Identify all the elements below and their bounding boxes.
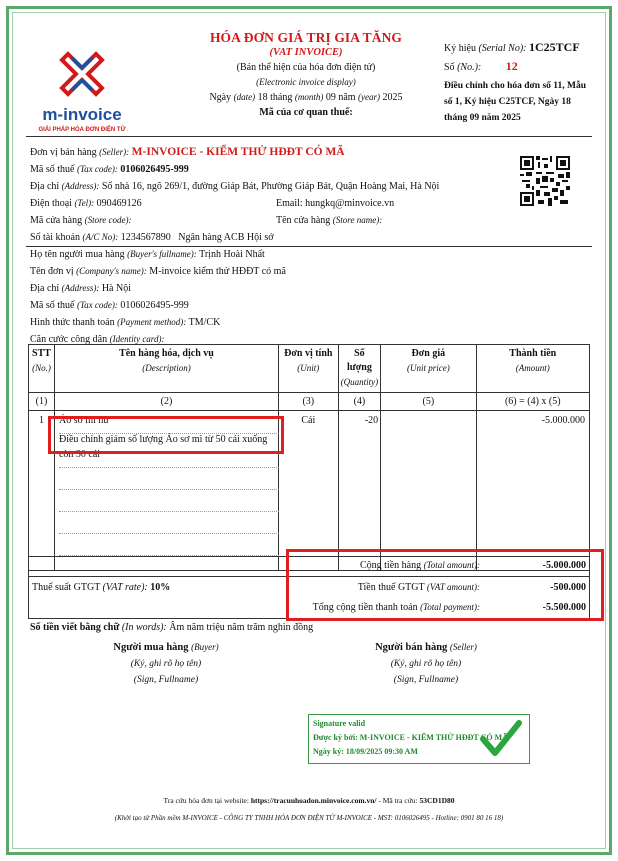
buyer-section [30, 246, 590, 348]
seller-name: M-INVOICE - KIỂM THỬ HĐĐT CÓ MÃ [131, 146, 345, 158]
invoice-no-row: Số (No.): 12 [444, 59, 518, 73]
buyer-company-row: Tên đơn vị (Company's name): M-invoice kiểm thử HĐĐT có mã [30, 266, 286, 277]
note-highlight-box [48, 416, 284, 454]
buyer-payment-row: Hình thức thanh toán (Payment method): TM/CK [30, 317, 221, 328]
lookup-url[interactable]: https://tracuuhoadon.minvoice.com.vn/ [250, 796, 377, 805]
header-description: Tên hàng hóa, dịch vụ (Description) [54, 345, 278, 393]
serial-value: 1C25TCF [529, 40, 580, 54]
seller-email: Email: hungkq@minvoice.vn [276, 198, 395, 209]
total-payment-value: -5.500.000 [542, 602, 586, 613]
buyer-id-row: Căn cước công dân (Identity card): [30, 334, 165, 345]
vat-rate: Thuế suất GTGT (VAT rate): 10% [32, 582, 171, 593]
seller-address-row: Địa chỉ (Address): Số nhà 16, ngõ 269/1, đường Giáp Bát, Phường Giáp Bát, Quận Hoàng Mai, Hà Nội [30, 181, 440, 192]
invoice-title-block [166, 30, 446, 118]
amount-in-words: Số tiền viết bằng chữ (In words): Âm năm triệu năm trăm nghìn đồng [30, 622, 314, 633]
buyer-address-row: Địa chỉ (Address): Hà Nội [30, 283, 131, 294]
header-unit-price: Đơn giá (Unit price) [381, 345, 476, 393]
lookup-footer: Tra cứu hóa đơn tại website: https://tracuuhoadon.minvoice.com.vn/ - Mã tra cứu: 53CD1D80 [163, 796, 455, 805]
item-note: Điều chỉnh giảm số lượng Áo sơ mi từ 50 cái xuống còn 30 cái [58, 434, 268, 460]
adjust-note: Điều chỉnh cho hóa đơn số 11, Mẫu số 1, Ký hiệu C25TCF, Ngày 18 tháng 09 năm 2025 [444, 81, 586, 123]
invoice-no-value: 12 [505, 59, 518, 73]
software-footer: (Khởi tạo từ Phần mềm M-INVOICE - CÔNG TY TNHH HÓA ĐƠN ĐIỆN TỬ M-INVOICE - MST: 0106026495 - Hotline: 0901 80 16 18) [114, 814, 504, 822]
minvoice-logo [32, 40, 132, 140]
items-table [28, 344, 590, 571]
svg-text:GIẢI PHÁP HÓA ĐƠN ĐIỆN TỬ: GIẢI PHÁP HÓA ĐƠN ĐIỆN TỬ [38, 127, 126, 133]
seller-tax-row: Mã số thuế (Tax code): 0106026495-999 [30, 164, 189, 175]
item-description: Áo sơ mi nữ [58, 415, 109, 426]
table-header-row [29, 345, 590, 393]
display-note-en: (Electronic invoice display) [256, 77, 356, 87]
serial-block [444, 40, 594, 126]
header-quantity: Số lượng (Quantity) [338, 345, 381, 393]
svg-text:m-invoice: m-invoice [42, 105, 122, 124]
digital-signature-box [308, 714, 530, 764]
buyer-fullname-row: Họ tên người mua hàng (Buyer's fullname): Trịnh Hoài Nhất [30, 249, 265, 260]
divider [26, 136, 592, 137]
seller-section [30, 144, 590, 246]
header-unit: Đơn vị tính (Unit) [278, 345, 338, 393]
buyer-tax-row: Mã số thuế (Tax code): 0106026495-999 [30, 300, 189, 311]
signature-valid: Signature valid [313, 719, 366, 728]
signature-date: Ngày ký: 18/09/2025 09:30 AM [313, 747, 418, 756]
check-mark-icon [479, 719, 523, 759]
vat-amount-label: Tiền thuế GTGT (VAT amount): [357, 582, 480, 593]
total-payment-label: Tổng cộng tiền thanh toán (Total payment): [312, 602, 480, 613]
display-note: (Bản thể hiện của hóa đơn điện tử) [236, 62, 376, 73]
column-number-row: (1) (2) (3) (4) (5) (6) = (4) x (5) [29, 393, 590, 411]
header-amount: Thành tiền (Amount) [476, 345, 589, 393]
vat-amount-value: -500.000 [550, 582, 586, 593]
qr-code [520, 156, 570, 206]
invoice-title: HÓA ĐƠN GIÁ TRỊ GIA TĂNG [209, 30, 403, 45]
invoice-subtitle: (VAT INVOICE) [269, 47, 343, 58]
total-amount-label: Cộng tiền hàng (Total amount): [359, 560, 480, 571]
header-stt: STT (No.) [29, 345, 55, 393]
invoice-date: Ngày (date) 18 tháng (month) 09 năm (year) 2025 [209, 92, 403, 103]
total-amount-value: -5.000.000 [542, 560, 586, 571]
buyer-signature: Người mua hàng (Buyer) (Ký, ghi rõ họ tên) (Sign, Fullname) [113, 642, 219, 685]
seller-signature: Người bán hàng (Seller) (Ký, ghi rõ họ tên) (Sign, Fullname) [375, 642, 477, 685]
table-row: 1 Áo sơ mi nữ Điều chỉnh giảm số lượng Áo sơ mi từ 50 cái xuống còn 30 cái Cái -20 -5.000.000 [29, 411, 590, 571]
seller-contact-row: Điện thoại (Tel): 090469126 Email: hungkq@minvoice.vn [30, 195, 590, 212]
totals-highlight-box [286, 549, 604, 621]
tax-authority-code: Mã của cơ quan thuế: [259, 107, 353, 118]
signature-signer: Được ký bởi: M-INVOICE - KIỂM THỬ HĐĐT CÓ MÃ [313, 733, 508, 742]
seller-store-row: Mã cửa hàng (Store code): Tên cửa hàng (Store name): [30, 215, 383, 226]
serial-row: Ký hiệu (Serial No): 1C25TCF [444, 40, 580, 54]
seller-name-row: Đơn vị bán hàng (Seller): M-INVOICE - KIỂM THỬ HĐĐT CÓ MÃ [30, 146, 345, 158]
seller-account-row: Số tài khoản (A/C No): 1234567890 Ngân hàng ACB Hội sở [30, 232, 274, 243]
